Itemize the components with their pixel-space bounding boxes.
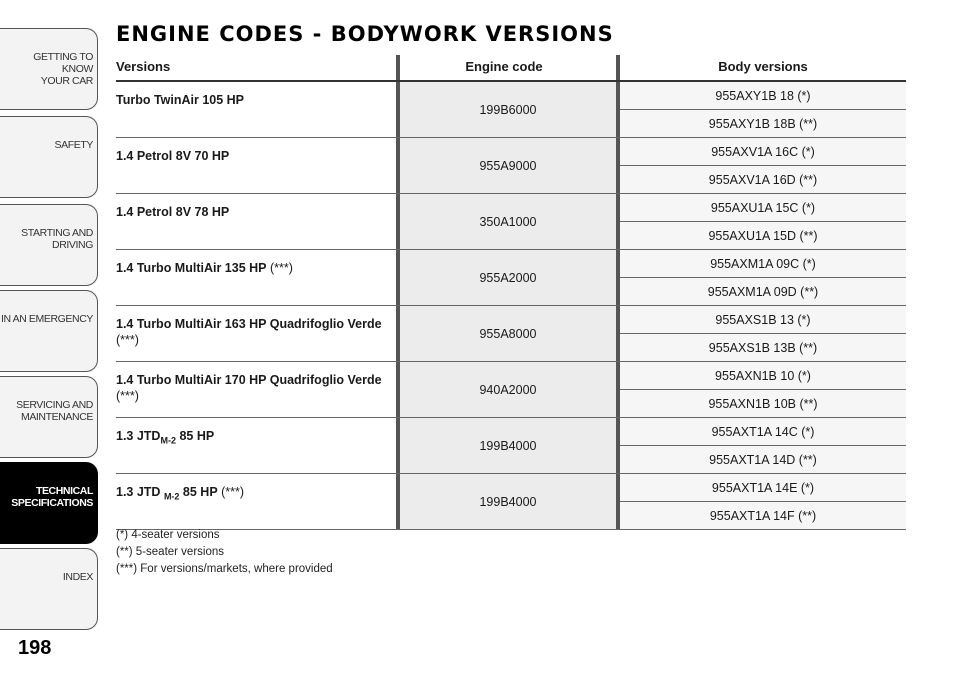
tab-technical-specifications[interactable] <box>0 462 98 544</box>
page-number: 198 <box>18 637 52 659</box>
body-version: 955AXM1A 09D (**) <box>620 277 906 305</box>
column-divider <box>396 418 400 473</box>
column-divider <box>616 138 620 193</box>
version-cell <box>116 204 391 220</box>
column-divider <box>396 55 400 80</box>
tab-starting-and-driving[interactable] <box>0 204 98 286</box>
tab-safety[interactable] <box>0 116 98 198</box>
version-name: 1.4 Turbo MultiAir 163 HP Quadrifoglio Verde <box>116 317 382 331</box>
version-subscript: M-2 <box>163 491 180 502</box>
header-engine-code: Engine code <box>465 59 543 74</box>
header-body-versions: Body versions <box>718 59 808 74</box>
body-version: 955AXT1A 14D (**) <box>620 445 906 473</box>
tab-label: STARTING AND DRIVING <box>21 227 93 251</box>
tab-label: SERVICING AND MAINTENANCE <box>16 399 93 423</box>
engine-code-cell: 955A9000 <box>400 138 616 193</box>
engine-codes-table <box>116 55 906 530</box>
column-divider <box>616 418 620 473</box>
footnote: (***) For versions/markets, where provided <box>116 563 333 575</box>
version-cell <box>116 148 391 164</box>
body-version: 955AXT1A 14F (**) <box>620 501 906 529</box>
footnote: (**) 5-seater versions <box>116 546 225 558</box>
tab-label: IN AN EMERGENCY <box>0 313 93 325</box>
version-name: 1.4 Petrol 8V 78 HP <box>116 205 230 219</box>
version-cell <box>116 428 391 449</box>
body-version: 955AXT1A 14E (*) <box>620 474 906 501</box>
table-row <box>116 82 906 138</box>
engine-code-cell: 199B4000 <box>400 418 616 473</box>
version-note: (***) <box>116 333 139 347</box>
column-divider <box>616 250 620 305</box>
column-divider <box>396 82 400 137</box>
version-name: 1.4 Turbo MultiAir 135 HP <box>116 261 267 275</box>
version-name: 1.3 JTD <box>116 485 164 499</box>
body-version: 955AXY1B 18B (**) <box>620 109 906 137</box>
body-version: 955AXU1A 15C (*) <box>620 194 906 221</box>
page-title: ENGINE CODES - BODYWORK VERSIONS <box>116 22 614 46</box>
engine-code-cell: 955A8000 <box>400 306 616 361</box>
body-version: 955AXV1A 16C (*) <box>620 138 906 165</box>
body-versions-cell <box>620 138 906 193</box>
tab-label: SAFETY <box>54 139 93 151</box>
version-cell <box>116 92 391 108</box>
column-divider <box>616 474 620 529</box>
engine-code-cell: 955A2000 <box>400 250 616 305</box>
engine-code-cell: 940A2000 <box>400 362 616 417</box>
engine-code-cell: 199B4000 <box>400 474 616 529</box>
version-name: Turbo TwinAir 105 HP <box>116 93 245 107</box>
table-row <box>116 250 906 306</box>
column-divider <box>616 194 620 249</box>
version-power: 85 HP <box>179 485 218 499</box>
tab-in-an-emergency[interactable] <box>0 290 98 372</box>
table-row <box>116 138 906 194</box>
column-divider <box>396 474 400 529</box>
version-power: 85 HP <box>175 429 215 443</box>
engine-code-cell: 350A1000 <box>400 194 616 249</box>
version-cell <box>116 372 391 404</box>
body-version: 955AXM1A 09C (*) <box>620 250 906 277</box>
tab-index[interactable] <box>0 548 98 630</box>
column-divider <box>396 306 400 361</box>
version-name: 1.3 JTD <box>116 429 161 443</box>
version-name: 1.4 Petrol 8V 70 HP <box>116 149 230 163</box>
version-cell <box>116 260 391 276</box>
body-version: 955AXY1B 18 (*) <box>620 82 906 109</box>
column-divider <box>616 362 620 417</box>
tab-label: GETTING TO KNOW YOUR CAR <box>33 51 93 87</box>
table-row <box>116 418 906 474</box>
version-note: (***) <box>116 389 139 403</box>
version-note: (***) <box>266 261 293 275</box>
body-versions-cell <box>620 194 906 249</box>
body-version: 955AXN1B 10B (**) <box>620 389 906 417</box>
table-row <box>116 362 906 418</box>
body-version: 955AXU1A 15D (**) <box>620 221 906 249</box>
body-versions-cell <box>620 418 906 473</box>
tab-label: TECHNICAL SPECIFICATIONS <box>11 485 93 509</box>
column-divider <box>396 138 400 193</box>
tab-servicing-and-maintenance[interactable] <box>0 376 98 458</box>
column-divider <box>616 55 620 80</box>
version-cell <box>116 484 391 505</box>
body-version: 955AXS1B 13B (**) <box>620 333 906 361</box>
table-row <box>116 474 906 530</box>
table-body <box>116 82 906 530</box>
column-divider <box>396 362 400 417</box>
column-divider <box>616 306 620 361</box>
version-name: 1.4 Turbo MultiAir 170 HP Quadrifoglio Verde <box>116 373 382 387</box>
body-version: 955AXV1A 16D (**) <box>620 165 906 193</box>
column-divider <box>616 82 620 137</box>
body-versions-cell <box>620 362 906 417</box>
table-row <box>116 306 906 362</box>
footnote: (*) 4-seater versions <box>116 529 220 541</box>
version-note: (***) <box>217 485 245 499</box>
tab-label: INDEX <box>62 571 93 583</box>
tab-getting-to-know-your-car[interactable] <box>0 28 98 110</box>
version-subscript: M-2 <box>160 435 176 446</box>
body-version: 955AXS1B 13 (*) <box>620 306 906 333</box>
table-header <box>116 55 906 82</box>
header-versions: Versions <box>116 59 171 74</box>
footnotes <box>116 527 333 578</box>
body-version: 955AXN1B 10 (*) <box>620 362 906 389</box>
body-versions-cell <box>620 82 906 137</box>
body-versions-cell <box>620 306 906 361</box>
table-row <box>116 194 906 250</box>
body-versions-cell <box>620 250 906 305</box>
column-divider <box>396 250 400 305</box>
version-cell <box>116 316 391 348</box>
column-divider <box>396 194 400 249</box>
engine-code-cell: 199B6000 <box>400 82 616 137</box>
body-versions-cell <box>620 474 906 529</box>
body-version: 955AXT1A 14C (*) <box>620 418 906 445</box>
